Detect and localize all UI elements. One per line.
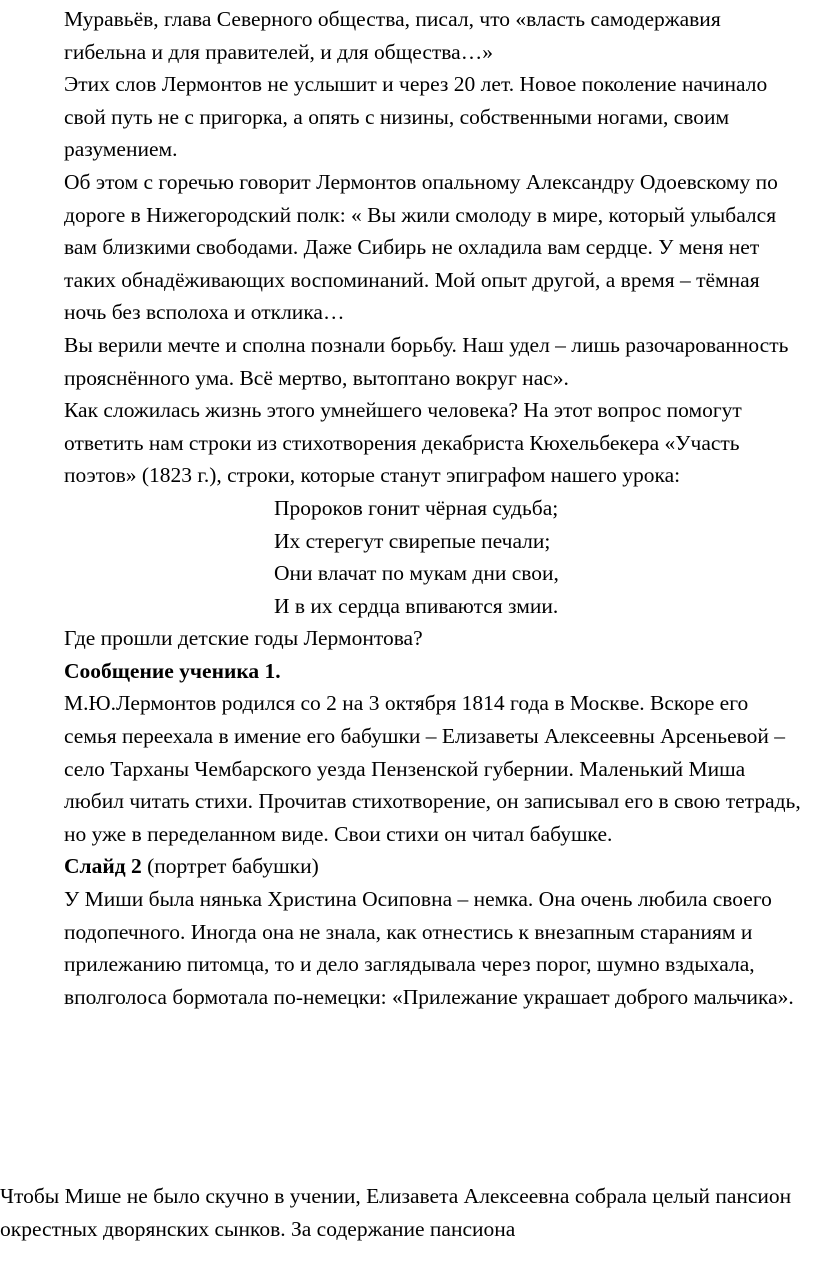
paragraph-pension: Чтобы Мише не было скучно в учении, Елизавета Алексеевна собрала целый пансион окрестных дворянских сынков. За содержание пансиона — [0, 1184, 792, 1241]
paragraph-nanny: У Миши была нянька Христина Осиповна – немка. Она очень любила своего подопечного. Иногда она не знала, как отнестись к внезапным стараниям и прилежанию питомца, то и дело заглядывала через порог, шумно вздыхала, вполголоса бормотала по-немецки: «Прилежание украшает доброго мальчика». — [64, 887, 794, 1009]
poem-line: Они влачат по мукам дни свои, — [274, 561, 559, 586]
epigraph-poem — [64, 492, 804, 622]
poem-line: И в их сердца впиваются змии. — [274, 593, 559, 618]
final-text-block — [0, 1180, 812, 1245]
paragraph-belief: Вы верили мечте и сполна познали борьбу. Наш удел – лишь разочарованность прояснённого ума. Всё мертво, вытоптано вокруг нас». — [64, 332, 789, 390]
paragraph-odoevsky: Об этом с горечью говорит Лермонтов опальному Александру Одоевскому по дороге в Нижегородский полк: « Вы жили смолоду в мире, который улыбался вам близкими свободами. Даже Сибирь не охладила вам сердце. У меня нет таких обнадёживающих воспоминаний. Мой опыт другой, а время – тёмная ночь без всполоха и отклика… — [64, 169, 778, 325]
paragraph-student-report: М.Ю.Лермонтов родился со 2 на 3 октября 1814 года в Москве. Вскоре его семья переехала в имение его бабушки – Елизаветы Алексеевны Арсеньевой – село Тарханы Чембарского уезда Пензенской губернии. Маленький Миша любил читать стихи. Прочитав стихотворение, он записывал его в свою тетрадь, но уже в переделанном виде. Свои стихи он читал бабушке. — [64, 691, 801, 846]
slide-label: Слайд 2 — [64, 854, 142, 879]
paragraph-slide — [64, 850, 804, 883]
poem-line: Их стерегут свирепые печали; — [274, 528, 551, 553]
main-text-block — [64, 3, 804, 1013]
paragraph-question-life: Как сложилась жизнь этого умнейшего человека? На этот вопрос помогут ответить нам строки из стихотворения декабриста Кюхельбекера «Участь поэтов» (1823 г.), строки, которые станут эпиграфом нашего урока: — [64, 398, 742, 488]
slide-note: (портрет бабушки) — [141, 854, 319, 879]
paragraph-muravyov: Муравьёв, глава Северного общества, писал, что «власть самодержавия гибельна и для правителей, и для общества…» — [64, 7, 721, 64]
poem-line: Пророков гонит чёрная судьба; — [274, 495, 559, 520]
paragraph-lermontov-words: Этих слов Лермонтов не услышит и через 20 лет. Новое поколение начинало свой путь не с пригорка, а опять с низины, собственными ногами, своим разумением. — [64, 72, 768, 162]
student-report-heading: Сообщение ученика 1. — [64, 658, 281, 683]
paragraph-childhood-question: Где прошли детские годы Лермонтова? — [64, 626, 423, 651]
